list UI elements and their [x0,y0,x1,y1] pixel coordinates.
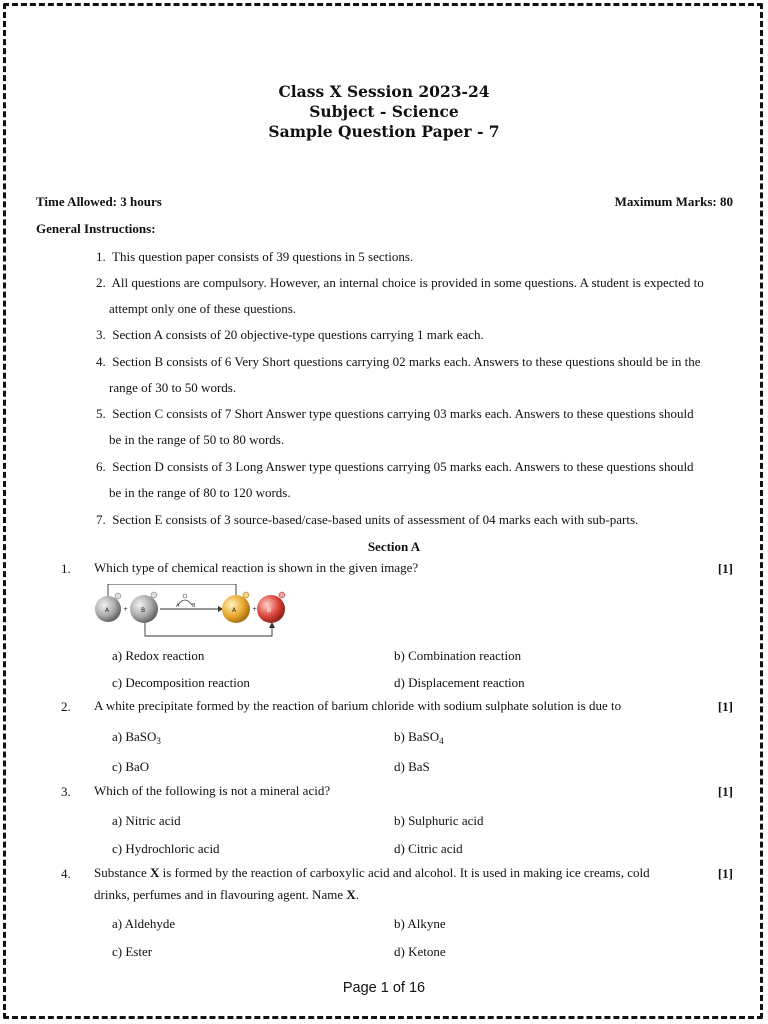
section-heading: Section A [367,539,421,554]
svg-text:+: + [123,606,129,613]
option-c: c) Hydrochloric acid [112,841,220,856]
option-d: d) Displacement reaction [394,675,525,690]
instruction-item: 7. Section E consists of 3 source-based/case-based units of assessment of 04 marks each with sub-parts. [96,512,639,527]
option-a: a) Aldehyde [112,916,176,931]
svg-text:A: A [232,607,237,614]
option-a: a) Nitric acid [112,813,181,828]
option-d: d) BaS [394,759,430,774]
paper-title: Sample Question Paper - 7 [268,122,500,141]
option-c: c) Decomposition reaction [112,675,250,690]
instruction-item: 3. Section A consists of 20 objective-type questions carrying 1 mark each. [96,327,484,342]
reaction-diagram [92,584,292,640]
instruction-item: 4. Section B consists of 6 Very Short questions carrying 02 marks each. Answers to these questions should be in the range of 30 to 50 words. [96,354,701,395]
connector-line [108,584,236,596]
question-text: Which of the following is not a mineral acid? [94,783,331,798]
question-number: 2. [61,699,71,714]
connector-line [145,622,272,636]
option-c: c) Ester [112,944,153,959]
option-b: b) Alkyne [394,916,446,931]
general-instructions-heading: General Instructions: [36,221,156,236]
question-marks: [1] [717,561,733,576]
page-number: Page 1 of 16 [342,980,426,996]
instruction-item: 1. This question paper consists of 39 questions in 5 sections. [96,249,414,264]
question-marks: [1] [717,784,733,799]
option-b: b) Sulphuric acid [394,813,484,828]
question-number: 3. [61,784,71,799]
svg-text:B: B [141,607,146,614]
paper-class-session: Class X Session 2023-24 [278,82,490,101]
instruction-item: 6. Section D consists of 3 Long Answer type questions carrying 05 marks each. Answers to these questions should be in the range of 80 to 120 words. [96,459,694,500]
option-d: d) Ketone [394,944,446,959]
option-a: a) BaSO$_3$ [112,729,161,746]
option-a: a) Redox reaction [112,648,205,663]
question-text: Which type of chemical reaction is shown in the given image? [94,560,419,575]
svg-text:B: B [267,607,272,614]
instruction-item: 5. Section C consists of 7 Short Answer type questions carrying 03 marks each. Answers to these questions should be in the range of 50 to 80 words. [96,406,694,447]
svg-text:B: B [192,603,196,609]
maximum-marks: Maximum Marks: 80 [614,194,733,209]
option-d: d) Citric acid [394,841,463,856]
svg-text:A: A [176,603,180,609]
svg-text:+: + [252,606,258,613]
svg-text:A: A [105,607,110,614]
question-number: 4. [61,866,71,881]
option-b: b) Combination reaction [394,648,522,663]
question-text: Substance X is formed by the reaction of carboxylic acid and alcohol. It is used in making ice creams, cold drinks, perfumes and in flavouring agent. Name X. [94,865,650,902]
option-c: c) BaO [112,759,150,774]
question-marks: [1] [717,866,733,881]
instruction-item: 2. All questions are compulsory. However, an internal choice is provided in some questions. A student is expected to attempt only one of these questions. [96,275,704,316]
time-allowed: Time Allowed: 3 hours [36,194,162,209]
paper-subject: Subject - Science [309,102,459,121]
question-marks: [1] [717,699,733,714]
option-b: b) BaSO$_4$ [394,729,444,746]
question-text: A white precipitate formed by the reaction of barium chloride with sodium sulphate solution is due to [94,698,622,713]
question-number: 1. [61,561,71,576]
